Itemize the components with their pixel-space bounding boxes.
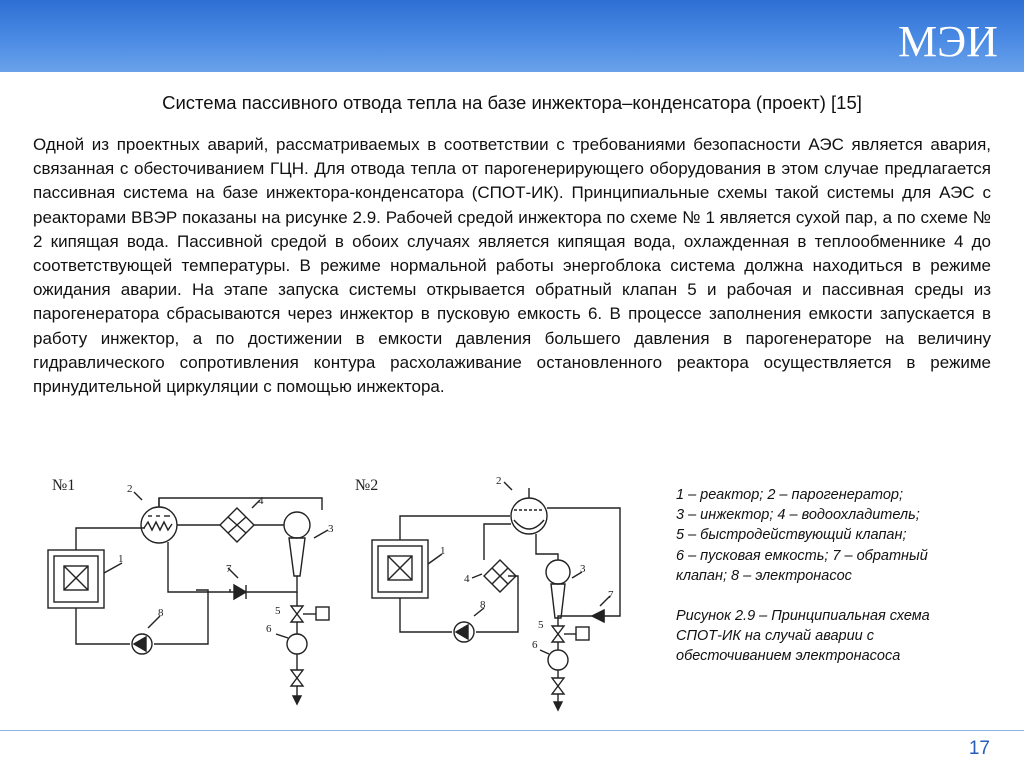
svg-text:6: 6 (532, 639, 538, 651)
svg-text:3: 3 (328, 523, 334, 535)
reactor-icon-2 (372, 540, 428, 598)
figure-legend (676, 485, 976, 667)
svg-text:8: 8 (480, 599, 486, 611)
svg-text:7: 7 (226, 563, 232, 575)
legend-line: 5 – быстродействующий клапан; (676, 527, 907, 544)
check-valve-icon-2 (592, 610, 604, 622)
caption-line: СПОТ-ИК на случай аварии с (676, 628, 874, 645)
scheme-2 (355, 475, 620, 710)
page-number: 17 (968, 738, 990, 759)
footer-divider (0, 730, 1024, 731)
injector-icon-2 (546, 560, 570, 584)
svg-text:1: 1 (440, 545, 446, 557)
scheme-diagram (30, 468, 670, 718)
fast-valve-icon (291, 606, 303, 614)
caption-line: Рисунок 2.9 – Принципиальная схема (676, 608, 930, 625)
svg-text:4: 4 (464, 573, 470, 585)
scheme-1 (48, 477, 334, 704)
legend-line: 1 – реактор; 2 – парогенератор; (676, 487, 903, 503)
legend-line: клапан; 8 – электронасос (676, 567, 852, 584)
legend-line: 3 – инжектор; 4 – водоохладитель; (676, 507, 920, 524)
svg-text:5: 5 (538, 619, 544, 631)
tank-icon (287, 634, 307, 654)
mei-logo (896, 10, 1006, 66)
svg-text:5: 5 (275, 605, 281, 617)
svg-text:7: 7 (608, 589, 614, 601)
slide-title: Система пассивного отвода тепла на базе инжектора–конденсатора (проект) [15] (162, 92, 862, 113)
fast-valve-icon-2 (552, 626, 564, 634)
svg-text:1: 1 (118, 553, 124, 565)
legend-line: 6 – пусковая емкость; 7 – обратный (676, 547, 928, 564)
svg-text:8: 8 (158, 607, 164, 619)
tank-icon-2 (548, 650, 568, 670)
scheme-1-label: №1 (52, 477, 76, 494)
check-valve-icon (234, 585, 246, 599)
figure-caption (676, 606, 976, 667)
logo-text: МЭИ (898, 17, 998, 66)
reactor-icon (48, 550, 104, 608)
injector-icon (284, 512, 310, 538)
header-bar (0, 0, 1024, 72)
scheme-2-label: №2 (355, 477, 379, 494)
svg-text:6: 6 (266, 623, 272, 635)
caption-line: обесточиванием электронасоса (676, 648, 901, 665)
svg-text:4: 4 (258, 495, 264, 507)
svg-text:2: 2 (127, 483, 133, 495)
body-paragraph: Одной из проектных аварий, рассматриваемых в соответствии с требованиями безопасности АЭС является авария, связанная с обесточиванием ГЦН. Для отвода тепла от парогенерирующего оборудования в этом случае предлагается пассивная система на базе инжектора-конденсатора (СПОТ-ИК). Принципиальные схемы такой системы для АЭС с реакторами ВВЭР показаны на рисунке 2.9. Рабочей средой инжектора по схеме № 1 является сухой пар, а по схеме № 2 кипящая вода. Пассивной средой в обоих случаях является кипящая вода, охлажденная в теплообменнике 4 до соответствующей температуры. В режиме нормальной работы энергоблока система должна находиться в режиме ожидания аварии. На этапе запуска системы открывается обратный клапан 5 и рабочая и пассивная среды из парогенератора сбрасываются через инжектор в пусковую емкость 6. В процессе заполнения емкости запускается в работу инжектор, а по достижении в емкости давления большего давления в парогенераторе на величину гидравлического сопротивления контура расхолаживание остановленного реактора осуществляется в режиме принудительной циркуляции с помощью инжектора. (33, 135, 991, 397)
svg-text:2: 2 (496, 475, 502, 487)
svg-text:3: 3 (580, 563, 586, 575)
